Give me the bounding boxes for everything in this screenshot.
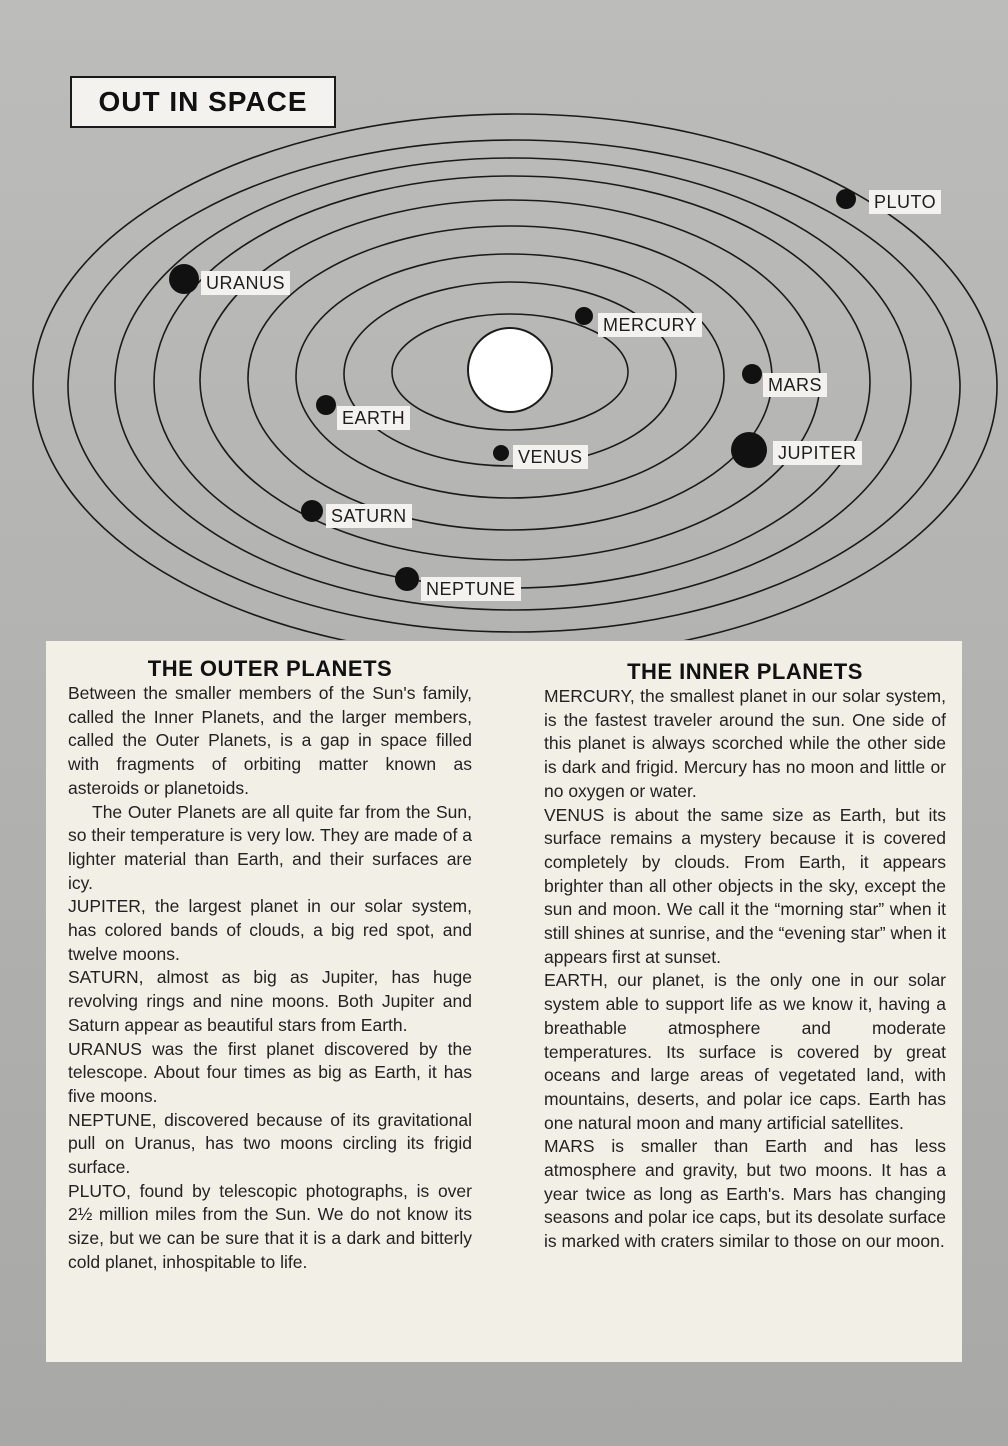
inner-paragraph-mercury: MERCURY, the smallest planet in our solar system, is the fastest traveler around the sun. One side of this planet is always scorched while the other side is dark and frigid. Mercury has no moon and little or no oxygen or water. xyxy=(544,686,946,801)
planet-mercury xyxy=(575,307,593,325)
planet-mars xyxy=(742,364,762,384)
inner-paragraph-venus: VENUS is about the same size as Earth, but its surface remains a mystery because it is covered completely by clouds. From Earth, it appears brighter than all other objects in the sky, except the sun and moon. We call it the “morning star” when it still shines at sunrise, and the “evening star” when it appears first at sunset. xyxy=(544,804,946,967)
planet-label-mercury: MERCURY xyxy=(598,313,702,337)
planet-pluto xyxy=(836,189,856,209)
outer-paragraph-jupiter: JUPITER, the largest planet in our solar system, has colored bands of clouds, a big red spot, and twelve moons. xyxy=(68,896,472,964)
planet-saturn xyxy=(301,500,323,522)
planet-label-uranus: URANUS xyxy=(201,271,290,295)
outer-planets-heading: THE OUTER PLANETS xyxy=(147,656,393,681)
sun xyxy=(468,328,552,412)
outer-paragraph-temperature: The Outer Planets are all quite far from the Sun, so their temperature is very low. They are made of a lighter material than Earth, and their surfaces are icy. xyxy=(68,801,472,893)
planet-label-earth: EARTH xyxy=(337,406,410,430)
planet-jupiter xyxy=(731,432,767,468)
planet-uranus xyxy=(169,264,199,294)
inner-planets-heading: THE INNER PLANETS xyxy=(627,659,863,684)
solar-system-diagram xyxy=(0,0,1008,640)
outer-paragraph-pluto: PLUTO, found by telescopic photographs, is over 2½ million miles from the Sun. We do not know its size, but we can be sure that it is a dark and bitterly cold planet, inhospitable to life. xyxy=(68,1180,472,1272)
text-panel xyxy=(46,641,962,1362)
outer-paragraph-neptune: NEPTUNE, discovered because of its gravitational pull on Uranus, has two moons circling its frigid surface. xyxy=(68,1109,472,1178)
planet-label-mars: MARS xyxy=(763,373,827,397)
planet-earth xyxy=(316,395,336,415)
planet-label-saturn: SATURN xyxy=(326,504,412,528)
planet-label-neptune: NEPTUNE xyxy=(421,577,521,601)
outer-paragraph-saturn: SATURN, almost as big as Jupiter, has huge revolving rings and nine moons. Both Jupiter and Saturn appear as beautiful stars from Earth. xyxy=(68,967,472,1035)
planet-label-venus: VENUS xyxy=(513,445,588,469)
planet-label-jupiter: JUPITER xyxy=(773,441,862,465)
planet-neptune xyxy=(395,567,419,591)
page-title: OUT IN SPACE xyxy=(70,76,336,128)
inner-paragraph-mars: MARS is smaller than Earth and has less atmosphere and gravity, but two moons. It has a year twice as long as Earth's. Mars has changing seasons and polar ice caps, but its desolate surface is marked with craters similar to those on our moon. xyxy=(544,1136,946,1252)
outer-paragraph-intro: Between the smaller members of the Sun's family, called the Inner Planets, and the larger members, called the Outer Planets, is a gap in space filled with fragments of orbiting matter known as asteroids or planetoids. xyxy=(68,683,472,798)
planet-venus xyxy=(493,445,509,461)
planet-label-pluto: PLUTO xyxy=(869,190,941,214)
inner-planets-column xyxy=(544,641,946,1254)
inner-paragraph-earth: EARTH, our planet, is the only one in our solar system able to support life as we know it, having a breathable atmosphere and moderate temperatures. Its surface is covered by great oceans and large areas of vegetated land, with mountains, deserts, and polar ice caps. Earth has one natural moon and many artificial satellites. xyxy=(544,970,946,1133)
outer-paragraph-uranus: URANUS was the first planet discovered by the telescope. About four times as big as Earth, it has five moons. xyxy=(68,1038,472,1106)
outer-planets-column xyxy=(68,641,472,1275)
